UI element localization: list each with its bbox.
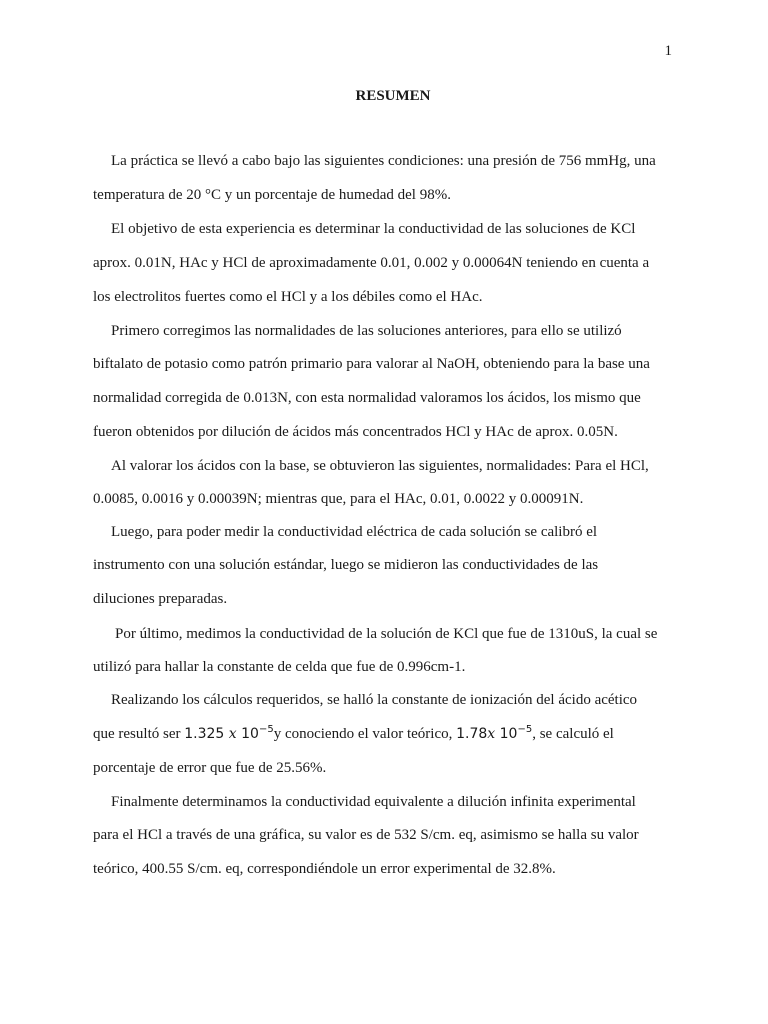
paragraph-line: fueron obtenidos por dilución de ácidos más concentrados HCl y HAc de aprox. 0.05N. <box>93 424 618 440</box>
text-segment: , se calculó el <box>532 726 614 742</box>
paragraph-line: El objetivo de esta experiencia es determinar la conductividad de las soluciones de KCl <box>111 221 636 237</box>
paragraph-line: teórico, 400.55 S/cm. eq, correspondiéndole un error experimental de 32.8%. <box>93 861 556 877</box>
paragraph-line: Primero corregimos las normalidades de las soluciones anteriores, para ello se utilizó <box>111 323 622 339</box>
math-expression: 1.325 x $10^{-5}$ <box>184 724 274 742</box>
paragraph-line: porcentaje de error que fue de 25.56%. <box>93 760 327 776</box>
page-number: 1 <box>664 43 672 59</box>
paragraph-line: biftalato de potasio como patrón primario para valorar al NaOH, obteniendo para la base una <box>93 356 650 372</box>
paragraph-line-with-math <box>93 724 614 742</box>
paragraph-line: Realizando los cálculos requeridos, se halló la constante de ionización del ácido acético <box>111 692 638 708</box>
paragraph-line: instrumento con una solución estándar, luego se midieron las conductividades de las <box>93 557 599 573</box>
paragraph-line: Por último, medimos la conductividad de la solución de KCl que fue de 1310uS, la cual se <box>115 626 658 642</box>
paragraph-line: aprox. 0.01N, HAc y HCl de aproximadamente 0.01, 0.002 y 0.00064N teniendo en cuenta a <box>93 255 650 271</box>
text-segment: que resultó ser <box>93 726 185 742</box>
paragraph-line: utilizó para hallar la constante de celda que fue de 0.996cm-1. <box>93 659 466 675</box>
math-expression: 1.78x $10^{-5}$ <box>456 724 533 742</box>
paragraph-line: Luego, para poder medir la conductividad eléctrica de cada solución se calibró el <box>111 524 598 540</box>
paragraph-line: La práctica se llevó a cabo bajo las siguientes condiciones: una presión de 756 mmHg, una <box>111 153 656 169</box>
paragraph-line: temperatura de 20 °C y un porcentaje de humedad del 98%. <box>93 187 451 203</box>
paragraph-line: normalidad corregida de 0.013N, con esta normalidad valoramos los ácidos, los mismo que <box>93 390 641 406</box>
page-title: RESUMEN <box>355 88 431 104</box>
paragraph-line: Al valorar los ácidos con la base, se obtuvieron las siguientes, normalidades: Para el HCl, <box>111 458 649 474</box>
text-segment: y conociendo el valor teórico, <box>273 726 457 742</box>
paragraph-line: Finalmente determinamos la conductividad equivalente a dilución infinita experimental <box>111 794 636 810</box>
paragraph-line: 0.0085, 0.0016 y 0.00039N; mientras que, para el HAc, 0.01, 0.0022 y 0.00091N. <box>93 491 584 507</box>
paragraph-line: diluciones preparadas. <box>93 591 228 607</box>
paragraph-line: para el HCl a través de una gráfica, su valor es de 532 S/cm. eq, asimismo se halla su valor <box>93 827 639 843</box>
paragraph-line: los electrolitos fuertes como el HCl y a los débiles como el HAc. <box>93 289 483 305</box>
